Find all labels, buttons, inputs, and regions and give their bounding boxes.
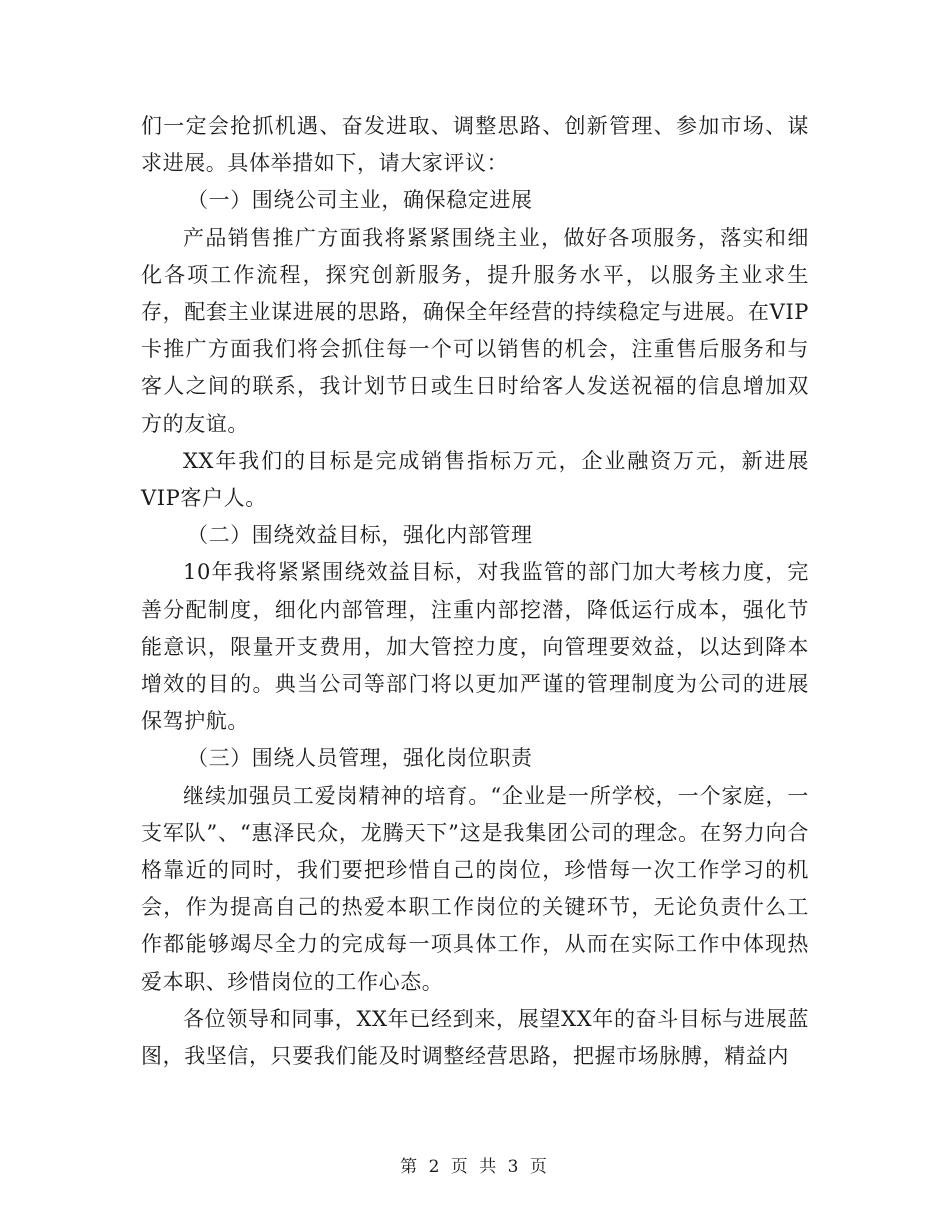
- paragraph-sales-promotion: 产品销售推广方面我将紧紧围绕主业，做好各项服务，落实和细化各项工作流程，探究创新服务，提升服务水平，以服务主业求生存，配套主业谋进展的思路，确保全年经营的持续稳定与进展。在VIP卡推广方面我们将会抓住每一个可以销售的机会，注重售后服务和与客人之间的联系，我计划节日或生日时给客人发送祝福的信息增加双方的友谊。: [141, 225, 809, 436]
- paragraph-continuation: 们一定会抢抓机遇、奋发进取、调整思路、创新管理、参加市场、谋求进展。具体举措如下，请大家评议：: [141, 114, 809, 176]
- paragraph-annual-target: XX年我们的目标是完成销售指标万元，企业融资万元，新进展VIP客户人。: [141, 448, 809, 511]
- paragraph-closing: 各位领导和同事，XX年已经到来，展望XX年的奋斗目标与进展蓝图，我坚信，只要我们能及时调整经营思路，把握市场脉膊，精益内: [141, 1006, 809, 1069]
- section-heading-2: （二）围绕效益目标，强化内部管理: [187, 523, 533, 548]
- page-number-footer: 第 2 页 共 3 页: [400, 1157, 550, 1177]
- section-heading-1: （一）围绕公司主业，确保稳定进展: [187, 188, 533, 213]
- document-body: [141, 108, 809, 1075]
- section-heading-3: （三）围绕人员管理，强化岗位职责: [187, 746, 533, 771]
- paragraph-internal-management: 10年我将紧紧围绕效益目标，对我监管的部门加大考核力度，完善分配制度，细化内部管理，注重内部挖潜，降低运行成本，强化节能意识，限量开支费用，加大管控力度，向管理要效益，以达到降本增效的目的。典当公司等部门将以更加严谨的管理制度为公司的进展保驾护航。: [141, 560, 809, 734]
- paragraph-staff-management: 继续加强员工爱岗精神的培育。“企业是一所学校，一个家庭，一支军队”、“惠泽民众，龙腾天下”这是我集团公司的理念。在努力向合格靠近的同时，我们要把珍惜自己的岗位，珍惜每一次工作学习的机会，作为提高自己的热爱本职工作岗位的关键环节，无论负责什么工作都能够竭尽全力的完成每一项具体工作，从而在实际工作中体现热爱本职、珍惜岗位的工作心态。: [141, 783, 809, 994]
